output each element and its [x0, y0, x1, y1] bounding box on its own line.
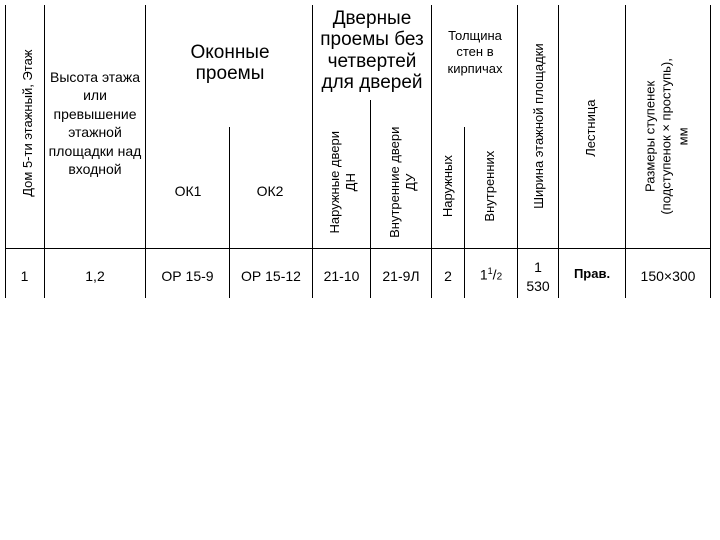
cell-floor: 1	[20, 268, 29, 284]
header-door-outer	[327, 122, 360, 242]
header-walls	[436, 28, 514, 77]
header-doors	[316, 8, 428, 93]
header-ok2: ОК2	[256, 183, 284, 199]
cell-wall-inner-num: 1	[487, 266, 493, 276]
cell-landing-width-2: 530	[526, 277, 550, 294]
cell-wall-inner: $1^1/2$	[479, 266, 503, 283]
header-steps-text: Размеры ступенек (подступенок × проступь), мм	[642, 58, 691, 215]
header-wall-inner: Внутренних	[481, 150, 497, 222]
cell-wall-outer: 2	[444, 268, 452, 284]
header-landing-width: Ширина этажной площадки	[530, 43, 546, 209]
col-line	[625, 5, 626, 298]
cell-landing-width	[518, 258, 558, 296]
col-line	[517, 5, 518, 298]
header-walls-text: Толщина стен в кирпичах	[447, 28, 503, 76]
cell-steps: 150×300	[640, 268, 696, 284]
header-windows	[180, 42, 280, 85]
header-door-inner-text: Внутренние двери ДУ	[386, 126, 418, 238]
header-door-inner	[387, 122, 420, 242]
col-line	[44, 5, 45, 298]
header-stairs: Лестница	[582, 99, 598, 157]
header-ok1: ОК1	[174, 183, 202, 199]
cell-wall-inner-whole: 1	[479, 266, 488, 283]
col-line	[710, 5, 711, 298]
header-height	[48, 68, 142, 179]
header-doors-text: Дверные проемы без четвертей для дверей	[320, 8, 424, 93]
col-line	[558, 5, 559, 298]
cell-door-inner: 21-9Л	[382, 268, 420, 284]
col-line	[5, 5, 6, 298]
col-line	[145, 5, 146, 298]
cell-wall-inner-den: 2	[496, 271, 503, 283]
col-line	[312, 5, 313, 298]
cell-stairs: Прав.	[573, 266, 611, 281]
col-line	[431, 5, 432, 298]
header-wall-outer: Наружных	[439, 155, 455, 218]
cell-landing-width-1: 1	[534, 259, 542, 275]
header-windows-text: Оконные проемы	[190, 42, 270, 85]
cell-ok2: ОР 15-12	[241, 268, 301, 284]
cell-door-outer: 21-10	[323, 268, 360, 284]
header-floor: Дом 5-ти этажный, Этаж	[19, 49, 35, 197]
header-bottom-line	[5, 248, 711, 249]
cell-ok1: ОР 15-9	[161, 268, 214, 284]
header-door-outer-text: Наружные двери ДН	[326, 131, 358, 234]
header-height-text: Высота этажа или превышение этажной площадки над входной	[48, 69, 142, 178]
header-steps	[643, 56, 692, 216]
cell-height: 1,2	[85, 268, 105, 284]
